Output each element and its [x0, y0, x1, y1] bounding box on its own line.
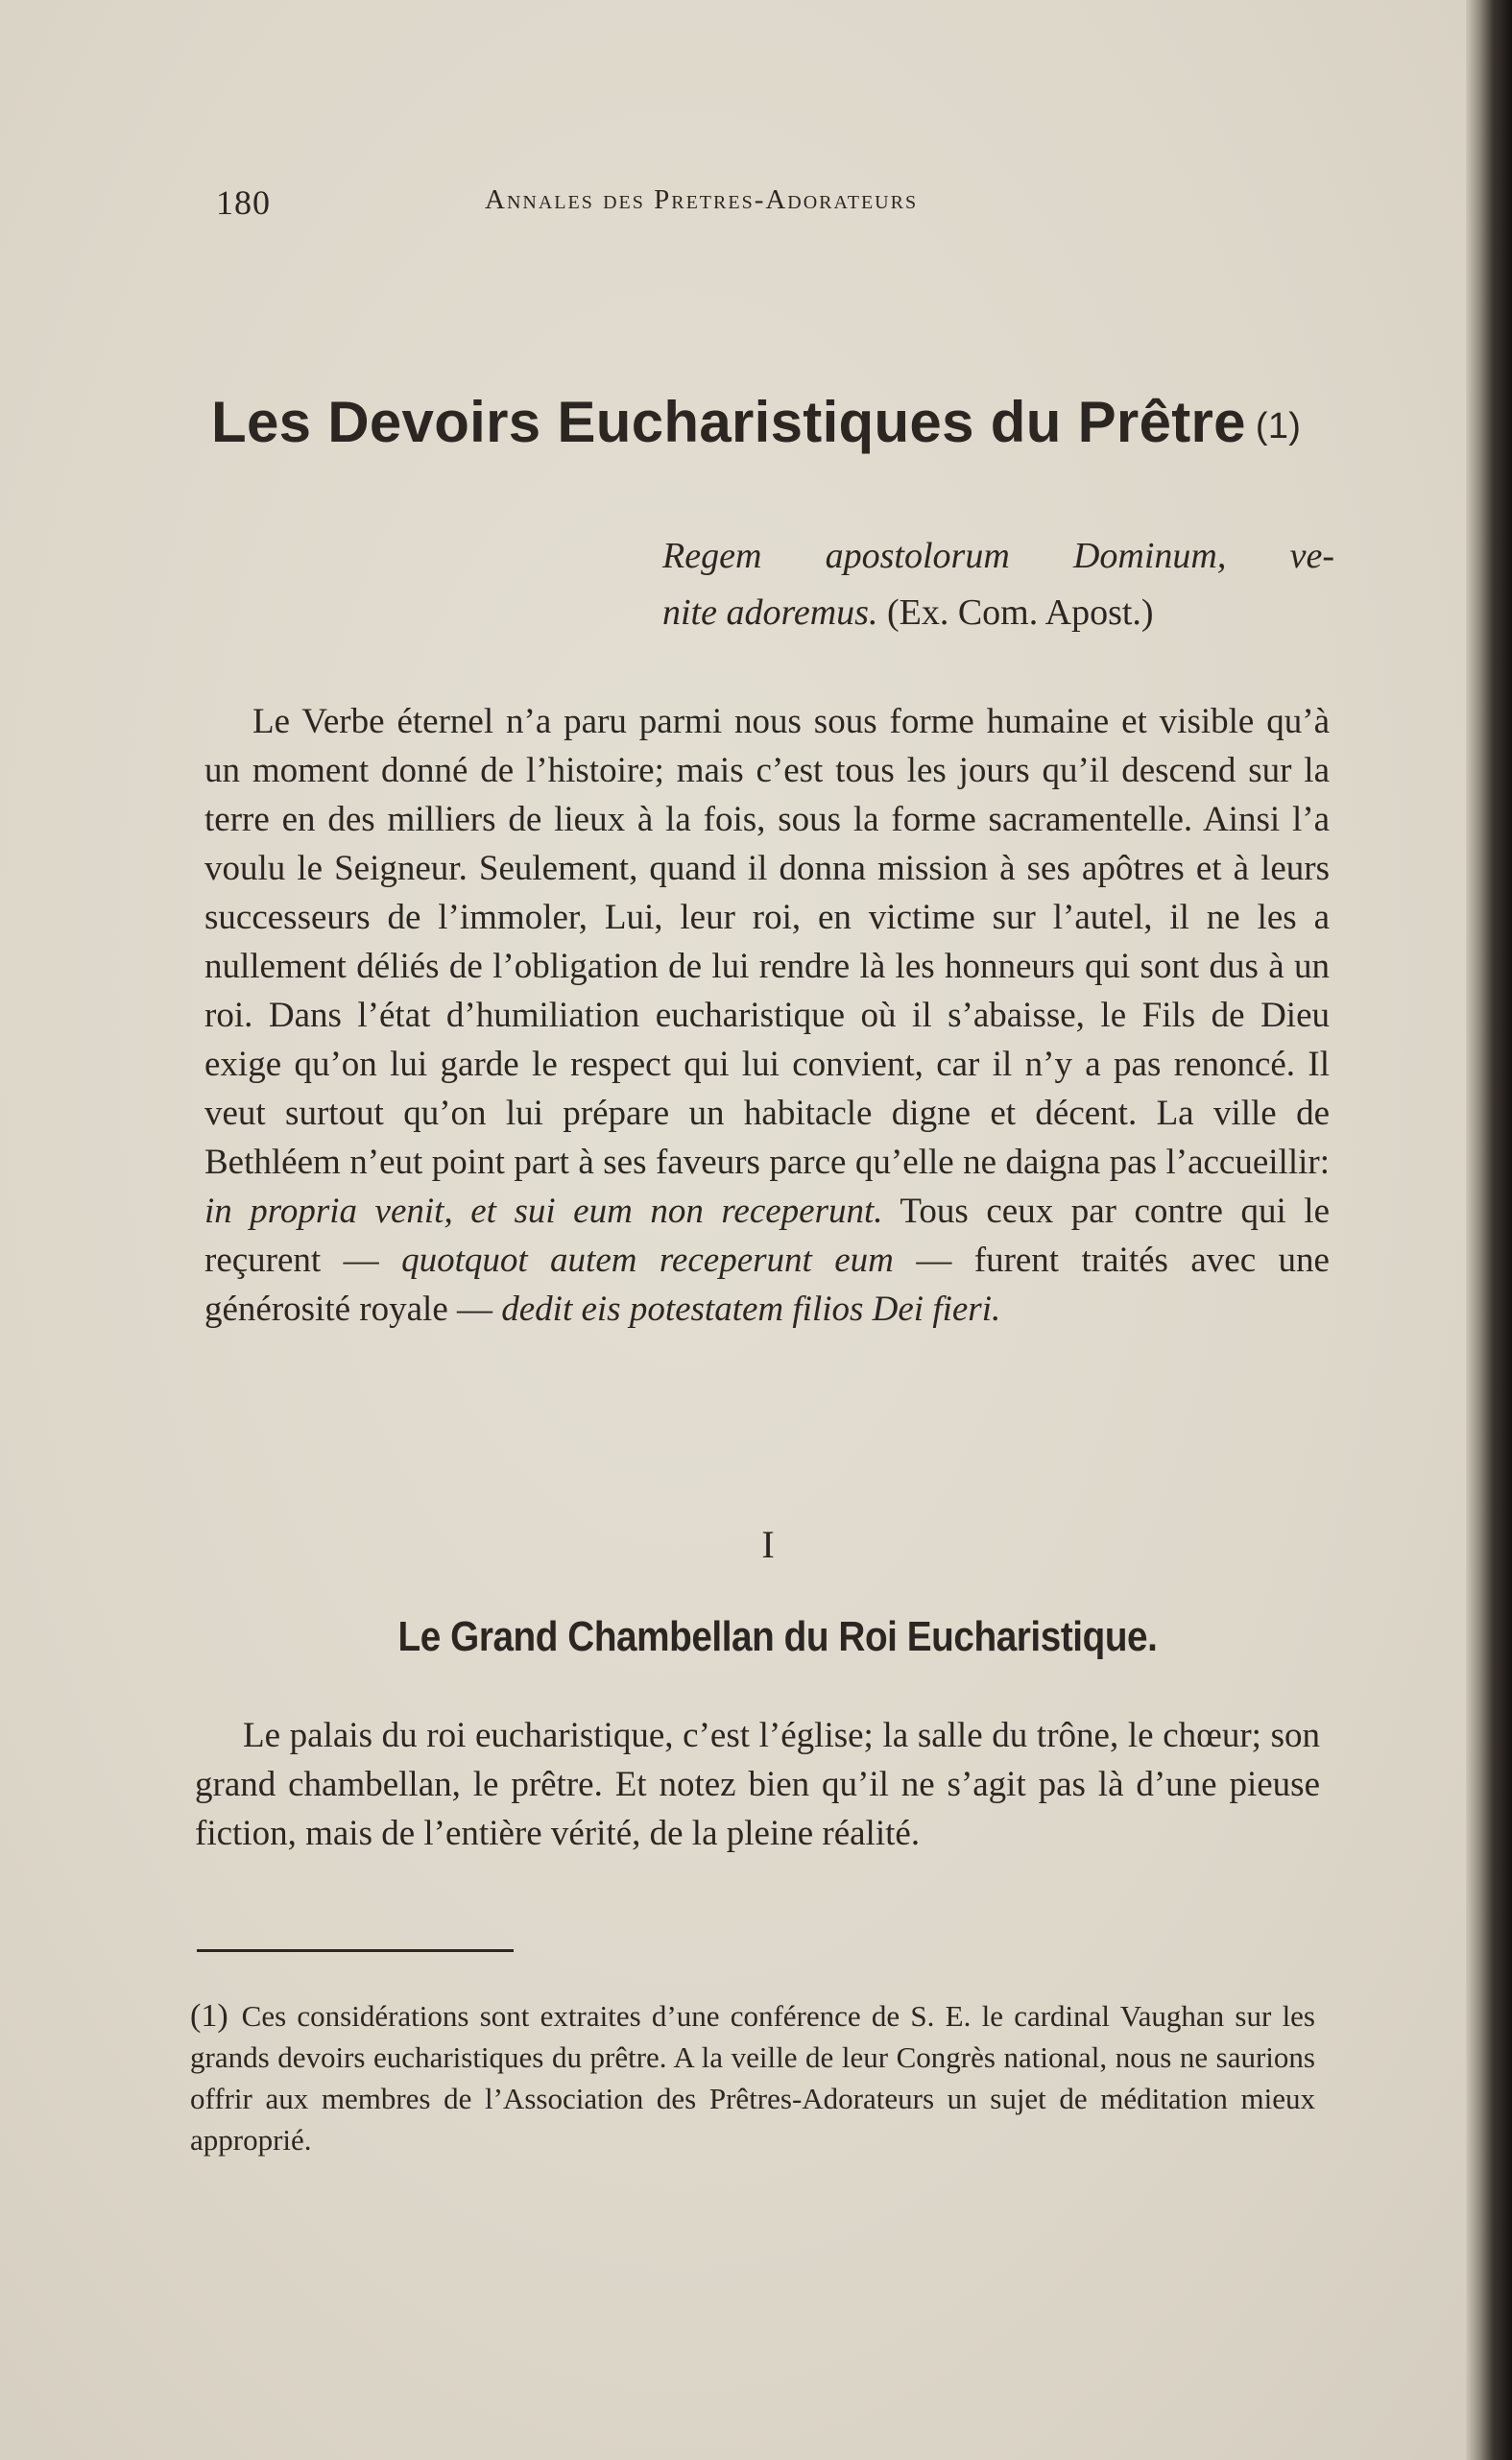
footnote-marker: (1) — [190, 1998, 228, 2034]
paragraph-1-text-b: Tous ceux par contre qui le reçurent — — [204, 1192, 1330, 1280]
page-number: 180 — [216, 183, 271, 222]
article-title-text: Les Devoirs Eucharistiques du Prêtre — [211, 390, 1246, 454]
section-numeral: I — [761, 1523, 775, 1566]
running-title: Annales des Pretres-Adorateurs — [485, 184, 919, 215]
epigraph — [662, 528, 1334, 641]
footnote — [190, 1995, 1315, 2160]
paragraph-1-text-a: Le Verbe éternel n’a paru parmi nous sous forme humaine et visible qu’à un moment donné de l’histoire; mais c’est tous les jours qu’il descend sur la terre en des milliers de lieux à la fois, sous la forme sacramentelle. Ainsi l’a voulu le Seigneur. Seulement, quand il donna mission à ses apôtres et à leurs successeurs de l’immoler, Lui, leur roi, en victime sur l’autel, il ne les a nullement déliés de l’obligation de lui rendre là les honneurs qui sont dus à un roi. Dans l’état d’humiliation eucharistique où il s’abaisse, le Fils de Dieu exige qu’on lui garde le respect qui lui convient, car il n’y a pas renoncé. Il veut surtout qu’on lui prépare un habitacle digne et décent. La ville de Bethléem n’eut point part à ses faveurs parce qu’elle ne daigna pas l’accueillir: — [204, 702, 1330, 1182]
paragraph-1 — [204, 697, 1330, 1334]
latin-quote-2: quotquot autem receperunt eum — [401, 1241, 894, 1280]
latin-quote-1: in propria venit, et sui eum non receperunt. — [204, 1192, 883, 1231]
book-spine-shadow — [1466, 0, 1512, 2460]
article-title — [211, 389, 1344, 455]
running-head — [216, 182, 1330, 230]
epigraph-source: (Ex. Com. Apost.) — [886, 592, 1154, 633]
paragraph-1-text-c: — furent traités avec une générosité royale — — [204, 1241, 1330, 1329]
epigraph-line-1: Regem apostolorum Dominum, ve- — [662, 536, 1334, 576]
footnote-reference: (1) — [1255, 406, 1302, 446]
epigraph-line-2 — [662, 585, 1334, 641]
latin-quote-3: dedit eis potestatem filios Dei fieri. — [501, 1290, 1001, 1329]
section-title: Le Grand Chambellan du Roi Eucharistique. — [397, 1613, 1158, 1660]
paragraph-2: Le palais du roi eucharistique, c’est l’église; la salle du trône, le chœur; son grand chambellan, le prêtre. Et notez bien qu’il ne s’agit pas là d’une pieuse fiction, mais de l’entière vérité, de la pleine réalité. — [195, 1716, 1320, 1853]
epigraph-latin: nite adoremus. — [662, 592, 878, 633]
footnote-divider — [197, 1949, 514, 1952]
footnote-text: Ces considérations sont extraites d’une conférence de S. E. le cardinal Vaughan sur les grands devoirs eucharistiques du prêtre. A la veille de leur Congrès national, nous ne saurions offrir aux membres de l’Association des Prêtres-Adorateurs un sujet de méditation mieux approprié. — [190, 1999, 1315, 2157]
